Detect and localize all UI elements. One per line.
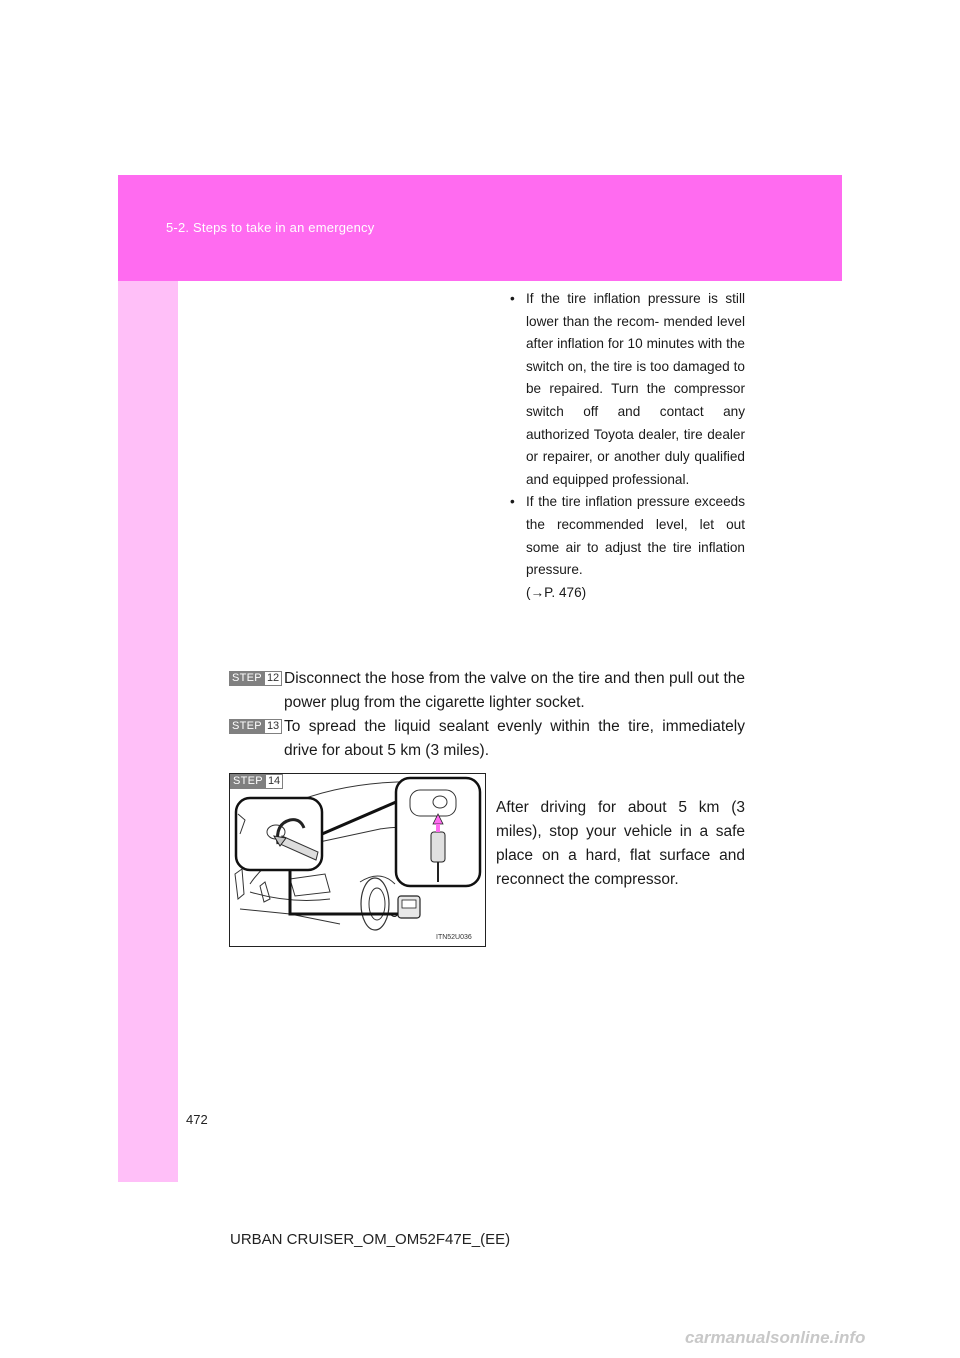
car-compressor-drawing (230, 774, 485, 946)
bullet-marker: • (510, 494, 515, 510)
page-reference: (→P. 476) (526, 584, 587, 600)
side-band (118, 281, 178, 1182)
section-title: 5-2. Steps to take in an emergency (166, 220, 375, 235)
compressor-illustration (229, 773, 486, 947)
step-badge (229, 719, 282, 734)
step-text: To spread the liquid sealant evenly within the tire, immediately drive for about 5 km (3 miles). (284, 718, 745, 759)
bullet-item (510, 288, 745, 491)
step-number: 14 (266, 774, 283, 789)
step-label: STEP (230, 774, 266, 789)
bullet-item (510, 491, 745, 581)
bullet-list (510, 288, 745, 604)
step-label: STEP (229, 719, 265, 734)
watermark: carmanualsonline.info (685, 1328, 866, 1347)
step-label: STEP (229, 671, 265, 686)
step-number: 12 (265, 671, 282, 686)
step-badge (229, 671, 282, 686)
step-number: 13 (265, 719, 282, 734)
header-band (118, 175, 842, 281)
step-text: Disconnect the hose from the valve on the tire and then pull out the power plug from the cigarette lighter socket. (284, 670, 745, 711)
step-badge (230, 774, 283, 789)
page-number: 472 (186, 1112, 208, 1127)
bullet-text: If the tire inflation pressure exceeds the recommended level, let out some air to adjust the tire inflation pressure. (526, 494, 745, 578)
footer-model-code: URBAN CRUISER_OM_OM52F47E_(EE) (230, 1231, 511, 1248)
step-text: After driving for about 5 km (3 miles), stop your vehicle in a safe place on a hard, flat surface and reconnect the compressor. (496, 799, 745, 888)
figure-code: ITN52U036 (436, 934, 472, 941)
bullet-text: If the tire inflation pressure is still lower than the recom- mended level after inflation for 10 minutes with the switch on, the tire is too damaged to be repaired. Turn the compressor switch off and contact any authorized Toyota dealer, tire dealer or repairer, or another duly qualified and equipped professional. (526, 291, 745, 487)
bullet-marker: • (510, 291, 515, 306)
